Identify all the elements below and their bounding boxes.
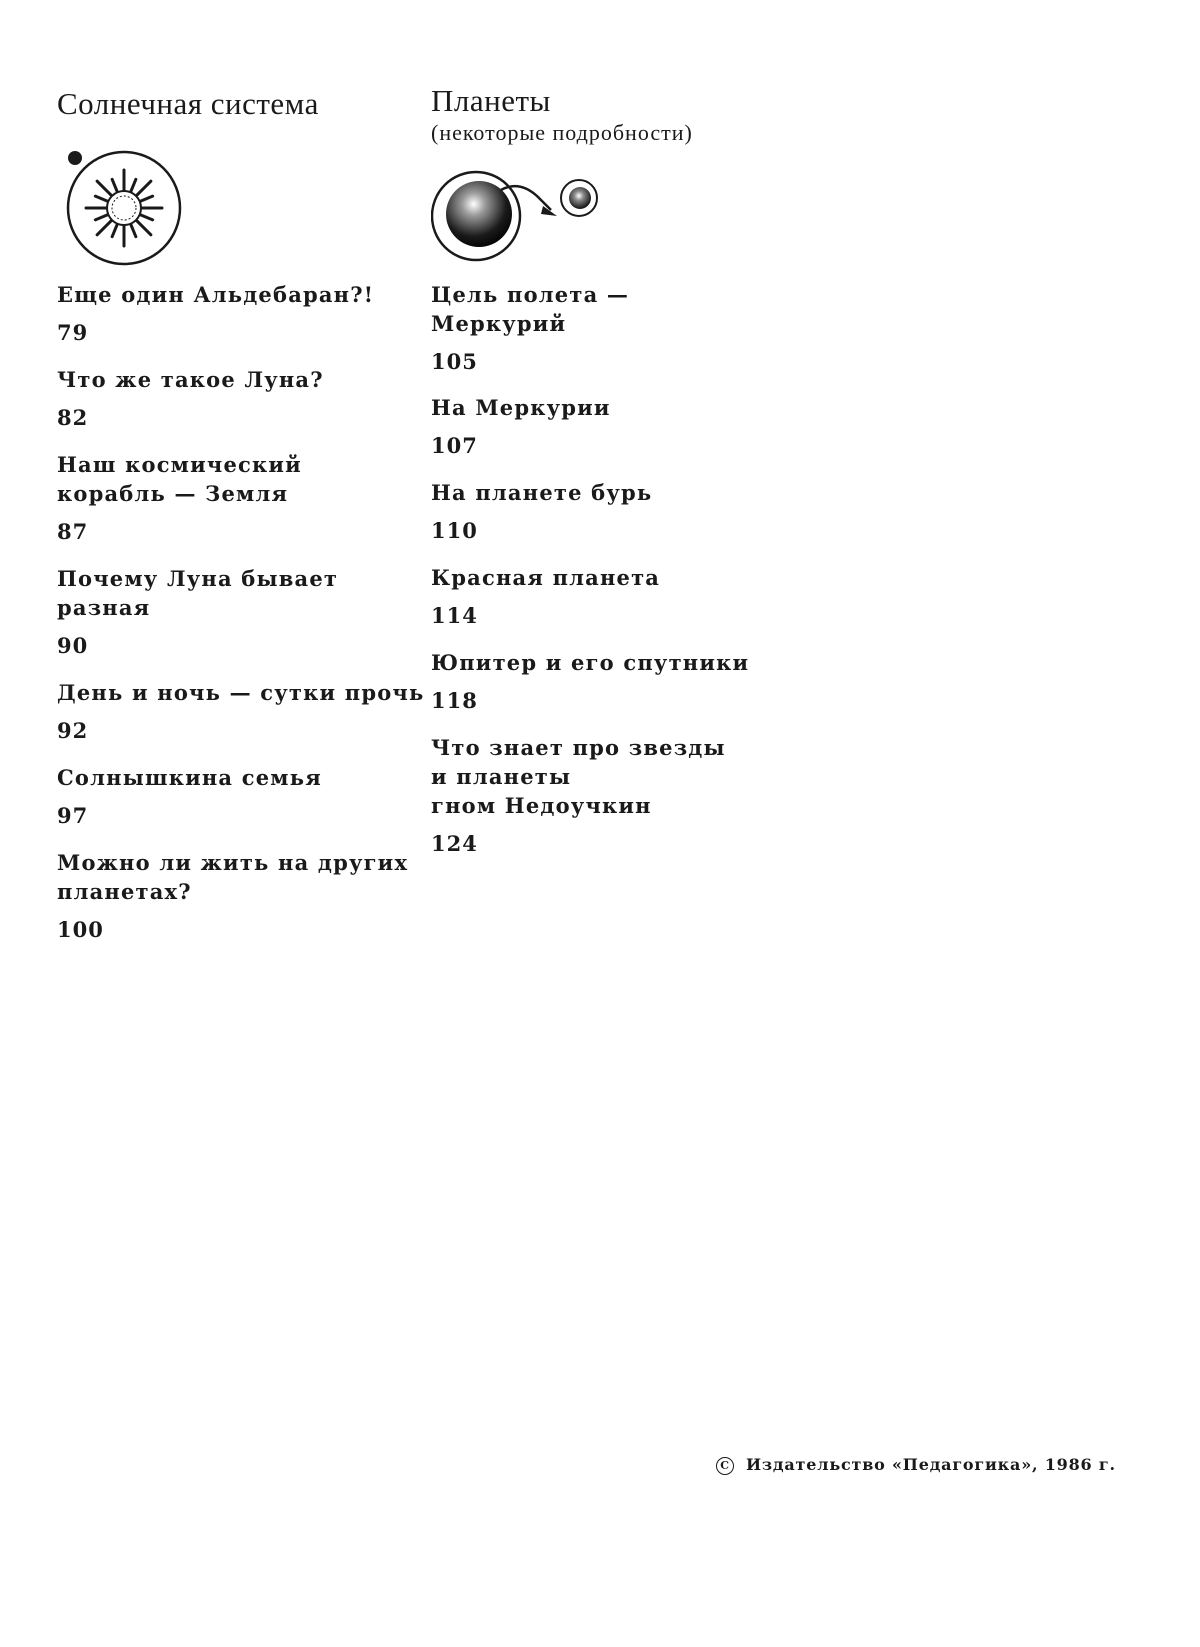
entry-page-number: 79 bbox=[57, 320, 89, 345]
entry-title: На Меркурии bbox=[431, 395, 611, 420]
sun-ray bbox=[137, 181, 151, 195]
entry-title: Солнышкина семья bbox=[57, 765, 322, 790]
entry-page-number: 87 bbox=[57, 519, 89, 544]
entry-page-number: 124 bbox=[431, 831, 478, 856]
toc-entry[interactable] bbox=[431, 393, 811, 460]
toc-entry[interactable] bbox=[57, 678, 437, 745]
planets-flight-icon bbox=[431, 166, 611, 266]
copyright-text: Издательство «Педагогика», 1986 г. bbox=[746, 1455, 1116, 1474]
toc-entry[interactable] bbox=[57, 280, 437, 347]
sun-ray bbox=[97, 221, 111, 235]
toc-entry[interactable] bbox=[431, 563, 811, 630]
entry-page-number: 82 bbox=[57, 405, 89, 430]
sun-ray bbox=[137, 221, 151, 235]
section-title: Солнечная система bbox=[57, 86, 319, 121]
entry-page-number: 107 bbox=[431, 433, 478, 458]
sun-ray bbox=[131, 225, 136, 237]
entry-title: На планете бурь bbox=[431, 480, 653, 505]
entry-page-number: 92 bbox=[57, 718, 89, 743]
sun-ray bbox=[112, 225, 117, 237]
entry-title: Почему Луна бывает разная bbox=[57, 566, 339, 620]
entry-page-number: 100 bbox=[57, 917, 104, 942]
entry-title: Что же такое Луна? bbox=[57, 367, 324, 392]
toc-entry[interactable] bbox=[57, 564, 437, 660]
entry-page-number: 90 bbox=[57, 633, 89, 658]
entry-page-number: 105 bbox=[431, 349, 478, 374]
entry-page-number: 114 bbox=[431, 603, 478, 628]
sun-ray bbox=[131, 179, 136, 191]
entry-title: День и ночь — сутки прочь bbox=[57, 680, 425, 705]
toc-entry[interactable] bbox=[431, 733, 811, 858]
section-subtitle: (некоторые подробности) bbox=[431, 120, 693, 145]
toc-entry[interactable] bbox=[431, 648, 811, 715]
sun-with-orbit-icon bbox=[59, 148, 187, 270]
entry-title: Красная планета bbox=[431, 565, 661, 590]
sun-ray bbox=[141, 215, 153, 220]
entry-title: Наш космический корабль — Земля bbox=[57, 452, 302, 506]
toc-entry[interactable] bbox=[57, 450, 437, 546]
toc-entry[interactable] bbox=[57, 848, 437, 944]
entry-title: Цель полета — Меркурий bbox=[431, 282, 630, 336]
section-title: Планеты bbox=[431, 83, 551, 118]
toc-entry[interactable] bbox=[57, 763, 437, 830]
entry-page-number: 110 bbox=[431, 518, 478, 543]
entry-title: Что знает про звезды и планеты гном Недоучкин bbox=[431, 735, 726, 818]
entry-title: Юпитер и его спутники bbox=[431, 650, 750, 675]
entry-page-number: 118 bbox=[431, 688, 478, 713]
sun-ray bbox=[141, 196, 153, 201]
entry-page-number: 97 bbox=[57, 803, 89, 828]
toc-entry[interactable] bbox=[57, 365, 437, 432]
toc-entry[interactable] bbox=[431, 478, 811, 545]
copyright-line bbox=[716, 1455, 1116, 1475]
sun-ray bbox=[95, 215, 107, 220]
copyright-icon: C bbox=[716, 1457, 734, 1475]
entry-title: Можно ли жить на других планетах? bbox=[57, 850, 409, 904]
sun-ray bbox=[112, 179, 117, 191]
entry-title: Еще один Альдебаран?! bbox=[57, 282, 375, 307]
sun-ray bbox=[97, 181, 111, 195]
sun-ray bbox=[95, 196, 107, 201]
toc-entry[interactable] bbox=[431, 280, 811, 376]
